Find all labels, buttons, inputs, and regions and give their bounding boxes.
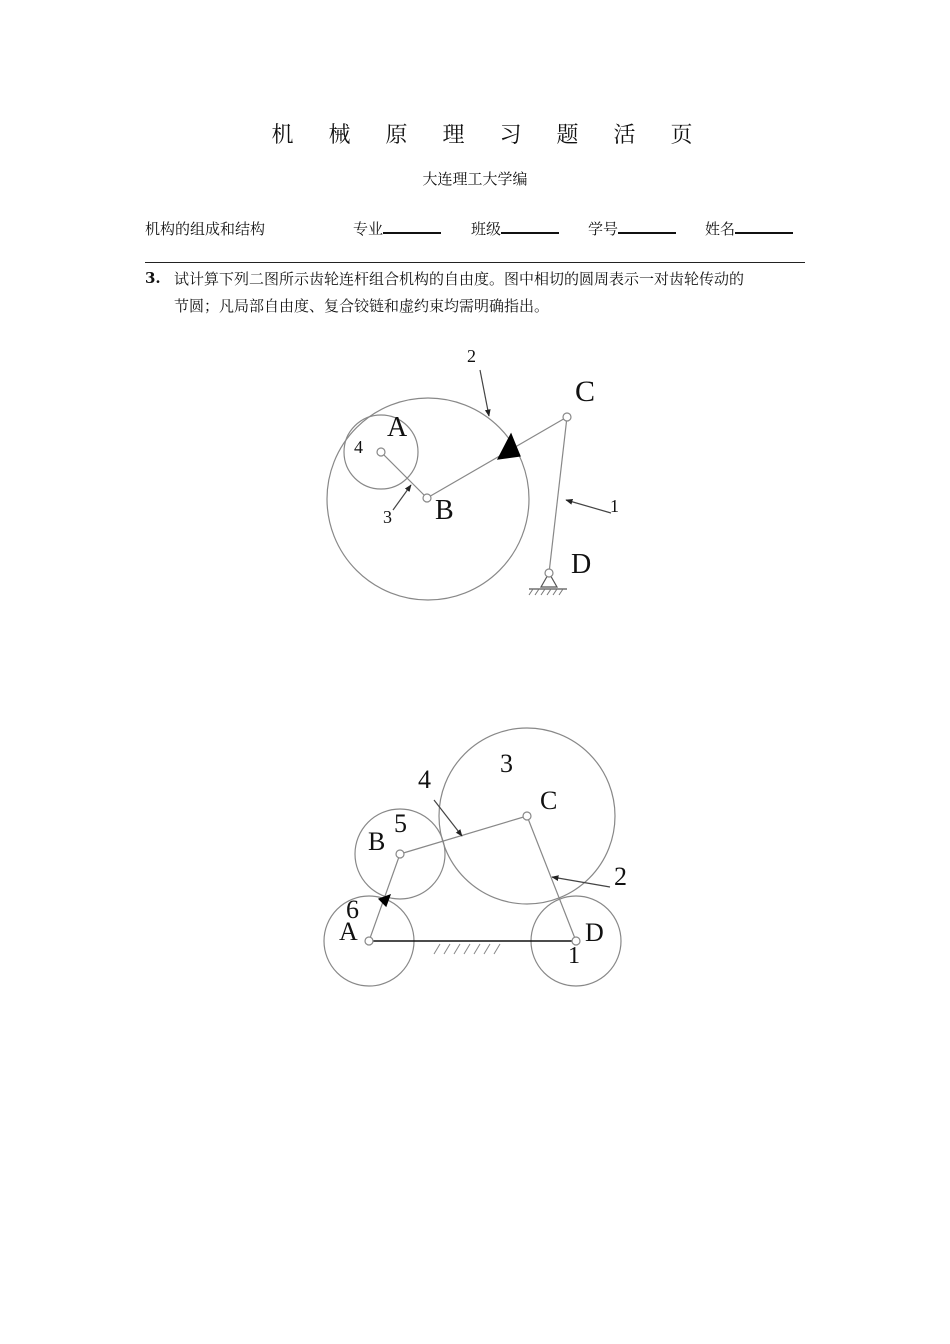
fig1-label-D: D bbox=[571, 549, 592, 580]
fig2-label-D: D bbox=[585, 918, 604, 947]
fig2-num-6: 6 bbox=[346, 895, 359, 924]
fig2-pivot-B bbox=[396, 850, 404, 858]
fig1-num-1: 1 bbox=[610, 496, 619, 516]
fig1-link-CD bbox=[549, 417, 567, 573]
fig1-num-4: 4 bbox=[354, 437, 363, 457]
fig2-link-BC bbox=[400, 816, 527, 854]
fig1-pivot-A bbox=[377, 448, 385, 456]
fig2-rigid-joint-mark bbox=[379, 895, 390, 906]
fig2-num-2: 2 bbox=[614, 862, 627, 891]
fig2-label-C: C bbox=[540, 786, 558, 815]
fig1-leader-2 bbox=[480, 370, 489, 416]
page-title: 机 械 原 理 习 题 活 页 bbox=[271, 123, 707, 148]
name-label: 姓名 bbox=[705, 220, 736, 238]
fig1-num-3: 3 bbox=[383, 507, 392, 527]
fig2-link-CD bbox=[527, 816, 576, 941]
fig1-link-BC bbox=[427, 417, 567, 498]
id-label: 学号 bbox=[588, 220, 619, 238]
fig2-num-5: 5 bbox=[394, 809, 407, 838]
fig1-label-C: C bbox=[575, 375, 596, 408]
question-text-line-1: 试计算下列二图所示齿轮连杆组合机构的自由度。图中相切的圆周表示一对齿轮传动的 bbox=[174, 270, 745, 288]
major-label: 专业 bbox=[353, 220, 384, 238]
fig1-link-AB bbox=[381, 452, 427, 498]
figure-1-gear-linkage bbox=[327, 370, 611, 600]
fig2-ground-hatch bbox=[434, 944, 500, 954]
fig1-pivot-C bbox=[563, 413, 571, 421]
fig1-ground-hatch bbox=[529, 589, 563, 595]
class-label: 班级 bbox=[471, 220, 502, 238]
fig1-num-2: 2 bbox=[467, 346, 476, 366]
fig2-label-A: A bbox=[339, 917, 358, 946]
question-number: 3. bbox=[145, 269, 161, 287]
fig2-pivot-A bbox=[365, 937, 373, 945]
publisher-subtitle: 大连理工大学编 bbox=[422, 170, 528, 188]
fig2-num-1: 1 bbox=[568, 943, 580, 969]
fig2-label-B: B bbox=[368, 827, 386, 856]
fig1-leader-1 bbox=[566, 500, 611, 513]
fig2-pivot-C bbox=[523, 812, 531, 820]
topic-label: 机构的组成和结构 bbox=[145, 220, 266, 238]
fig1-label-A: A bbox=[387, 412, 408, 443]
fig1-pivot-D bbox=[545, 569, 553, 577]
fig1-pivot-B bbox=[423, 494, 431, 502]
question-text-line-2: 节圆；凡局部自由度、复合铰链和虚约束均需明确指出。 bbox=[174, 297, 550, 315]
fig1-leader-3 bbox=[393, 485, 411, 510]
fig2-num-3: 3 bbox=[500, 749, 513, 778]
fig1-label-B: B bbox=[435, 495, 454, 526]
fig2-num-4: 4 bbox=[418, 765, 431, 794]
